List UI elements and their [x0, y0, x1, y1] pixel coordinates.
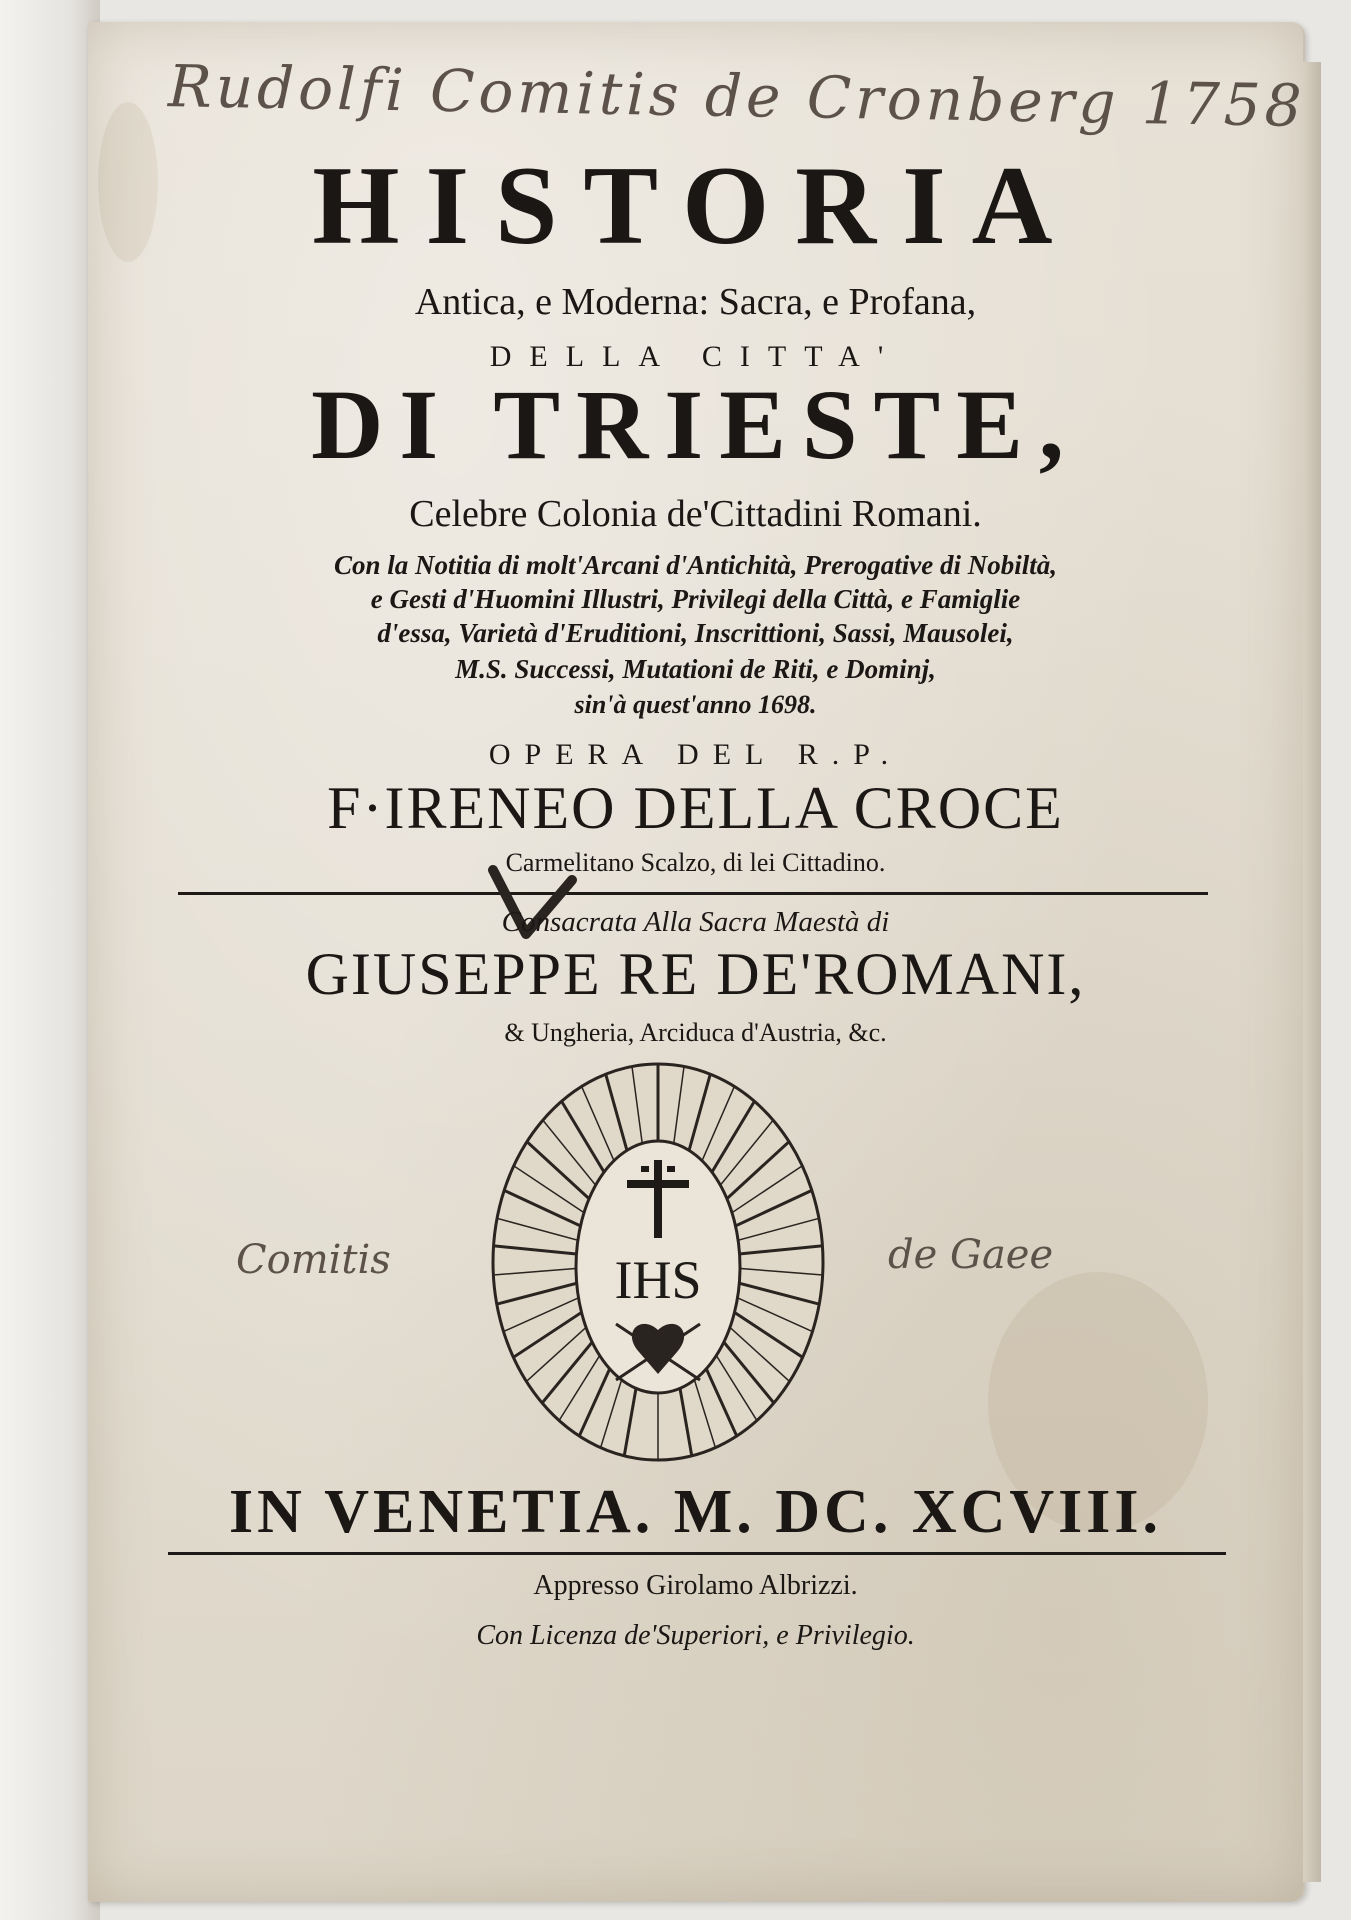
- imprint-place-date: IN VENETIA. M. DC. XCVIII.: [228, 1478, 1163, 1546]
- handwriting-right: de Gaee: [888, 1232, 1054, 1278]
- publisher: Appresso Girolamo Albrizzi.: [533, 1570, 858, 1601]
- handwriting-left: Comitis: [236, 1237, 391, 1283]
- opera-line: OPERA DEL R.P.: [488, 738, 903, 771]
- ownership-inscription: Rudolfi Comitis de Cronberg 1758: [167, 52, 1307, 140]
- della-citta: DELLA CITTA': [489, 340, 902, 373]
- subtitle: Antica, e Moderna: Sacra, e Profana,: [414, 281, 977, 323]
- dedication-line: Consacrata Alla Sacra Maestà di: [501, 906, 890, 938]
- italic-line: M.S. Successi, Mutationi de Riti, e Dominj,: [455, 654, 936, 684]
- divider-rule: [178, 892, 1208, 895]
- book-title: HISTORIA: [312, 144, 1079, 268]
- author-name: F·IRENEO DELLA CROCE: [327, 775, 1064, 841]
- dedicatee-name: GIUSEPPE RE DE'ROMANI,: [305, 941, 1086, 1007]
- italic-line: sin'à quest'anno 1698.: [574, 690, 817, 719]
- license-line: Con Licenza de'Superiori, e Privilegio.: [476, 1620, 915, 1651]
- italic-line: d'essa, Varietà d'Eruditioni, Inscrittioni, Sassi, Mausolei,: [377, 618, 1014, 648]
- page-edge: [1303, 62, 1321, 1882]
- description: Celebre Colonia de'Cittadini Romani.: [409, 493, 982, 535]
- dedicatee-titles: & Ungheria, Arciduca d'Austria, &c.: [504, 1018, 887, 1047]
- author-description: Carmelitano Scalzo, di lei Cittadino.: [505, 848, 886, 877]
- ihs-sunburst-emblem-icon: [491, 1062, 826, 1462]
- italic-line: e Gesti d'Huomini Illustri, Privilegi della Città, e Famiglie: [370, 584, 1021, 614]
- italic-line: Con la Notitia di molt'Arcani d'Antichità, Prerogative di Nobiltà,: [333, 550, 1058, 580]
- emblem-text: IHS: [614, 1250, 702, 1310]
- divider-rule: [168, 1552, 1226, 1555]
- binding-left: [0, 0, 100, 1920]
- city-name: DI TRIESTE,: [311, 369, 1080, 480]
- page-content: [88, 22, 1307, 1902]
- title-page: [88, 22, 1305, 1902]
